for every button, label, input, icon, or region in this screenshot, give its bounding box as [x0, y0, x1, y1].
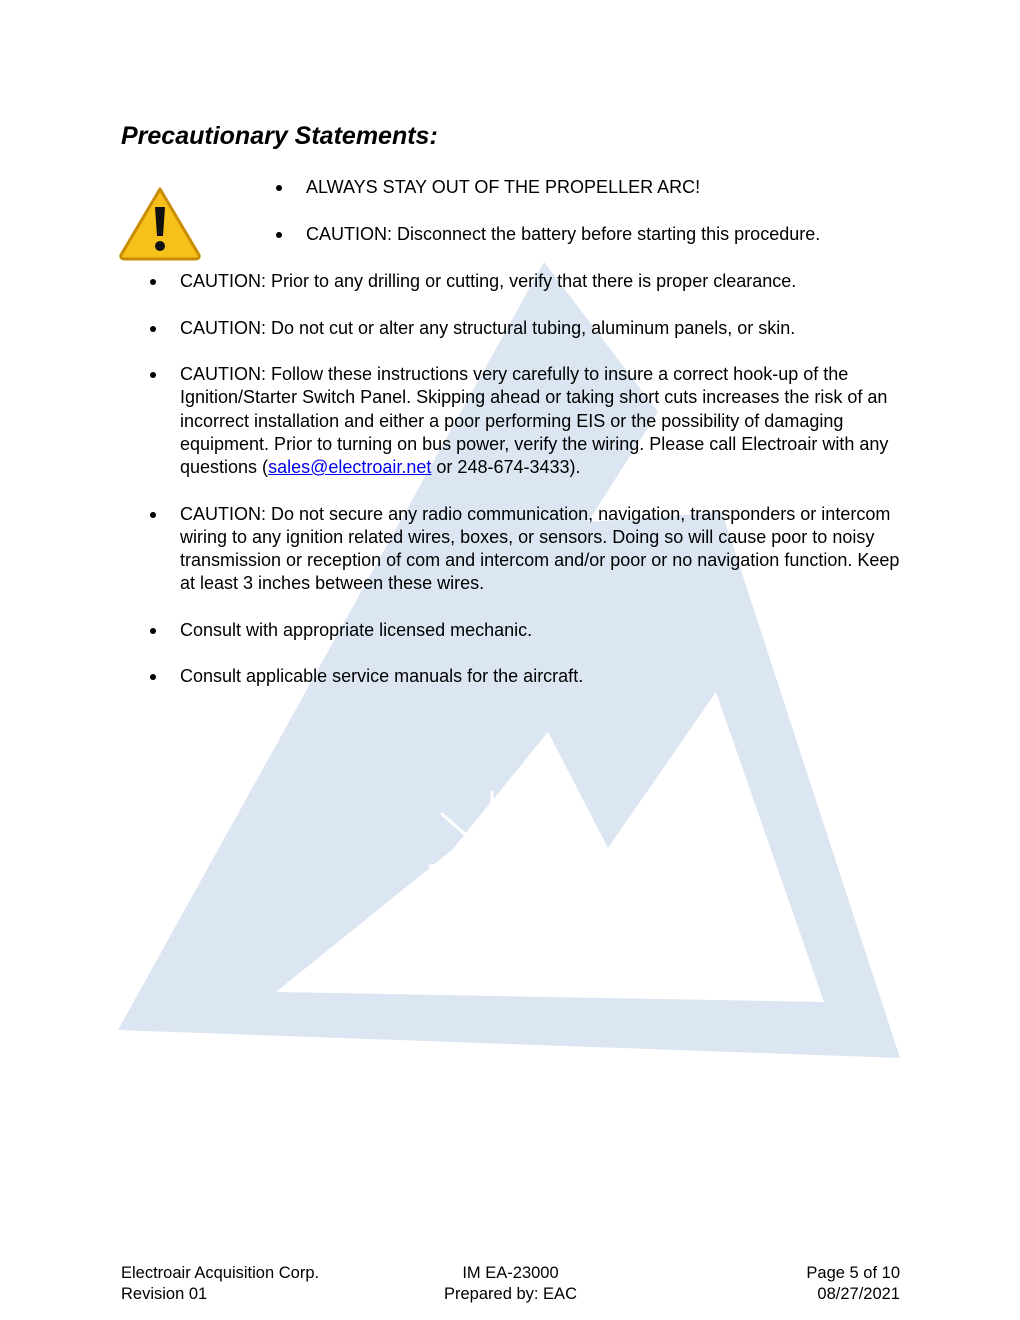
list-item: CAUTION: Do not cut or alter any structural tubing, aluminum panels, or skin.: [149, 317, 909, 340]
list-item-text: CAUTION: Follow these instructions very carefully to insure a correct hook-up of the Ignition/Starter Switch Panel. Skipping ahead or taking short cuts increases the risk of an incorrect installation and either a poor performing EIS or the possibility of damaging equipment. Prior to turning on bus power, verify the wiring. Please call Electroair with any questions (: [180, 364, 889, 477]
footer-revision: Revision 01: [121, 1285, 208, 1303]
page-title: Precautionary Statements:: [121, 122, 438, 150]
list-item: [149, 363, 909, 479]
list-item: Consult with appropriate licensed mechanic.: [149, 619, 909, 642]
caution-bullet-list: [149, 270, 909, 712]
email-link[interactable]: sales@electroair.net: [268, 457, 432, 477]
footer-page-number: Page 5 of 10: [806, 1264, 900, 1282]
page-footer: [121, 1263, 900, 1305]
top-bullet-list: [275, 176, 915, 269]
list-item-text: or 248-674-3433).: [431, 457, 581, 477]
list-item: ALWAYS STAY OUT OF THE PROPELLER ARC!: [275, 176, 915, 199]
list-item: CAUTION: Disconnect the battery before starting this procedure.: [275, 223, 915, 246]
footer-prepared-by: Prepared by: EAC: [444, 1285, 577, 1303]
footer-company: Electroair Acquisition Corp.: [121, 1264, 320, 1282]
list-item: CAUTION: Do not secure any radio communication, navigation, transponders or intercom wiring to any ignition related wires, boxes, or sensors. Doing so will cause poor to noisy transmission or reception of com and intercom and/or poor or no navigation function. Keep at least 3 inches between these wires.: [149, 503, 909, 596]
list-item: Consult applicable service manuals for the aircraft.: [149, 665, 909, 688]
footer-doc-id: IM EA-23000: [462, 1264, 559, 1282]
warning-icon: [118, 185, 202, 261]
footer-date: 08/27/2021: [817, 1285, 900, 1303]
list-item: CAUTION: Prior to any drilling or cutting, verify that there is proper clearance.: [149, 270, 909, 293]
